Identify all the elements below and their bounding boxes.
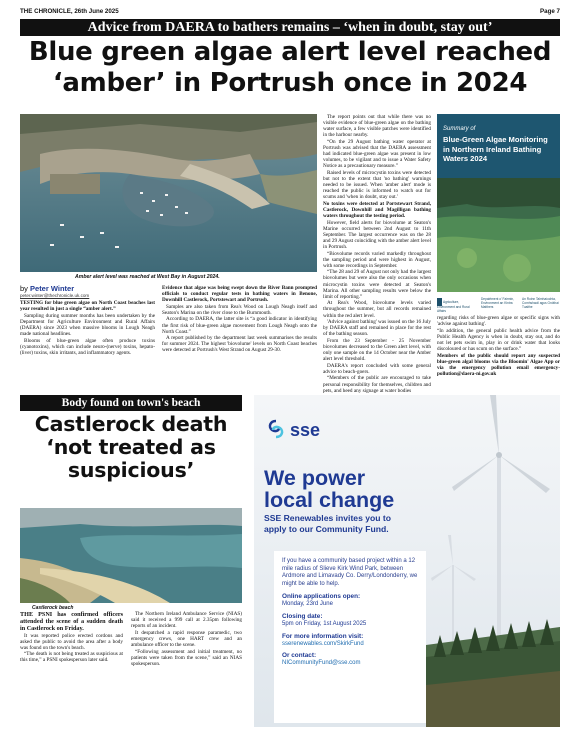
story2-column-2 bbox=[131, 611, 242, 726]
article-paragraph: Raised levels of microcystin toxins were detected but not to the extent that 'no bathing' warnings needed to be issued. When 'amber alert' mode is reached the public is informed to watch out for scums and 'when in doubt, stay out.' bbox=[323, 169, 431, 201]
byline-by: by bbox=[20, 284, 28, 293]
ad-open-label: Online applications open: bbox=[282, 593, 361, 601]
article-paragraph: It was reported police erected cordons and asked the public to avoid the area after a body was found on the town's beach. bbox=[20, 632, 123, 651]
ad-invite: SSE Renewables invites you to apply to our Community Fund. bbox=[264, 513, 392, 534]
byline-email-link[interactable]: peter.winter@thechronicle.uk.com bbox=[20, 293, 90, 298]
article-paragraph: A report published by the department last week summarises the results for summer 2024. The highest 'biovolume' levels on North Coast beaches were detected at Portrush's West Strand on August 29-30. bbox=[162, 335, 317, 354]
ad-closing-label: Closing date: bbox=[282, 612, 323, 620]
article-paragraph: At Rea's Wood, biovolume levels varied throughout the summer, but all records remained within the red alert level. bbox=[323, 300, 431, 319]
article-paragraph: From the 23 September - 25 November biovolumes decreased to the Green alert level, with only one sample on the 14 October near the Amber alert level threshold. bbox=[323, 337, 431, 363]
article-paragraph: Samples are also taken from Rea's Wood on Lough Neagh itself and Seaton's Marina on the river close to the Burnmouth. bbox=[162, 303, 317, 316]
report-cover-title: Blue-Green Algae Monitoring in Northern Ireland Bathing Waters 2024 bbox=[443, 135, 548, 163]
sse-logo bbox=[266, 419, 320, 441]
article-column-1 bbox=[20, 300, 155, 390]
ad-info-box bbox=[274, 551, 426, 723]
article-paragraph: “The death is not being treated as suspicious at this time,” a PSNI spokesperson later said. bbox=[20, 651, 123, 664]
article-paragraph: However, field alerts for biovolume at Seaton's Marine occurred between 2nd August to 11th September. The largest occurrence was on the 28 and 29 August coinciding with the amber alert level in Portrush. bbox=[323, 219, 431, 250]
article-paragraph: The Northern Ireland Ambulance Service (NIAS) said it received a 999 call at 2.35pm following reports of an incident. bbox=[131, 611, 242, 630]
report-email-paragraph: Members of the public should report any suspected blue-green algal blooms via the Bloomin' Algae App or via the emergency pollution email emergency-pollution@daera-ni.gov.uk bbox=[437, 352, 560, 377]
page-header bbox=[20, 6, 560, 18]
story2-column-1 bbox=[20, 611, 123, 726]
report-cover-label: Summary of bbox=[443, 126, 476, 132]
top-banner: Advice from DAERA to bathers remains – ‘when in doubt, stay out’ bbox=[20, 19, 560, 36]
department-logos bbox=[437, 294, 560, 314]
ad-open-value: Monday, 23rd June bbox=[282, 601, 333, 608]
sse-advertisement[interactable] bbox=[254, 395, 560, 727]
daera-logo bbox=[437, 298, 477, 314]
article-paragraph: The report points out that while there was no visible evidence of blue-green algae on the bathing water surface, a few visible patches were identified in the harbour nearby. bbox=[323, 114, 431, 139]
ad-info-label: For more information visit: bbox=[282, 632, 364, 640]
article-paragraph: According to DAERA, the latter site is “a good indicator in identifying the first risk of blue-green algae movement from Lough Neagh onto the North Coast.” bbox=[162, 316, 317, 335]
daera-logo-irish: An Roinn Talmhaíochta, Comhshaoil agus Gnóthaí Tuaithe bbox=[522, 297, 559, 309]
story2-headline-line-2: ‘not treated as bbox=[46, 435, 216, 459]
article-paragraph: “Biovolume records varied markedly throughout the sampling period and were highest in August, with some recordings in September. bbox=[323, 250, 431, 269]
castlerock-beach-photo bbox=[20, 508, 242, 603]
article-paragraph: It despatched a rapid response paramedic, two emergency crews, one HART crew and an ambulance officer to the scene. bbox=[131, 629, 242, 648]
main-headline bbox=[20, 37, 560, 113]
masthead-date: THE CHRONICLE, 26th June 2025 bbox=[20, 8, 119, 15]
article-paragraph: Evidence that algae was being swept down the River Bann prompted officials to conduct regular tests in bathing waters in Benone, Downhill Castlerock, Portstewart and Portrush. bbox=[162, 285, 317, 304]
main-headline-line-2: ‘amber’ in Portrush once in 2024 bbox=[52, 68, 528, 98]
story2-headline-line-3: suspicious’ bbox=[67, 458, 195, 482]
article-paragraph: “In addition, the general public health advice from the Public Health Agency is when in doubt, stay out, and do not let pets swim in, play in or drink water that looks discoloured or has scum on the surface.” bbox=[437, 327, 560, 352]
article-column-4 bbox=[437, 315, 560, 390]
story2-banner: Body found on town's beach bbox=[20, 395, 242, 411]
portrush-photo-illustration bbox=[20, 114, 317, 272]
article-paragraph: “Following assessment and initial treatment, no patients were taken from the scene,” said an NIAS spokesperson. bbox=[131, 648, 242, 667]
daera-logo-text-en: Agriculture, Environment and Rural Affairs bbox=[437, 299, 470, 313]
article-paragraph: “The 28 and 29 of August not only had the largest biovolumes but were also the only occasions when microcystin toxins were detected at Seaton's Marina. All other sampling results were below the limit of reporting.” bbox=[323, 269, 431, 300]
article-paragraph: Blooms of blue-green algae often produce toxins (cyanotoxins), which can include neuro-(nerve) toxins, hepato-(liver) toxins, skin irritants, and inflammatory agents. bbox=[20, 337, 155, 356]
article-paragraph: No toxins were detected at Portstewart Strand, Castlerock, Downhill and Magilligan bathing waters throughout the testing period. bbox=[323, 200, 431, 219]
castlerock-photo-illustration bbox=[20, 508, 242, 603]
photo-caption: Amber alert level was reached at West Bay in August 2024. bbox=[75, 274, 220, 280]
ad-intro: If you have a community based project within a 12 mile radius of Slieve Kirk Wind Park, between Ardmore and Limavady Co. Derry/Londonderry, we might be able to help. bbox=[282, 558, 418, 587]
article-paragraph: “On the 29 August bathing water operator at Portrush was advised that the DAERA assessment had indicated blue-green algae was present in low volumes, to be vigilant and to issue a Water Safety Notice as a precautionary measure.” bbox=[323, 138, 431, 170]
main-headline-line-1: Blue green algae alert level reached bbox=[28, 37, 552, 67]
ad-headline-line-1: We power bbox=[264, 466, 366, 490]
report-cover-image bbox=[437, 114, 560, 292]
article-paragraph: Sampling during summer months has been undertaken by the Department for Agriculture Environment and Rural Affairs (DAERA) since 2023 when massive blooms in Lough Neagh made national headlines. bbox=[20, 312, 155, 337]
story2-caption: Castlerock beach bbox=[32, 605, 74, 611]
sse-brand-text: sse bbox=[290, 420, 321, 440]
article-column-3 bbox=[323, 114, 431, 394]
article-paragraph: 'Advice against bathing' was issued on the 16 July by DAERA staff and remained in place for the rest of the bathing season. bbox=[323, 319, 431, 338]
byline-author: Peter Winter bbox=[30, 284, 75, 293]
lake-algae-photo bbox=[437, 178, 560, 292]
article-paragraph: “Members of the public are encouraged to take personal responsibility for themselves, children and pets, and heed any signage at water bodies bbox=[323, 375, 431, 394]
story2-lead-paragraph: THE PSNI has confirmed officers attended the scene of a sudden death in Castlerock on Friday. bbox=[20, 611, 123, 632]
article-paragraph: regarding risks of blue-green algae or specific signs with 'advise against bathing'. bbox=[437, 315, 560, 328]
ad-info-link[interactable]: sserenewables.com/SkirkFund bbox=[282, 640, 364, 647]
byline bbox=[20, 285, 155, 299]
story2-headline bbox=[20, 412, 242, 508]
ad-contact-email[interactable]: NICommunityFund@sse.com bbox=[282, 660, 361, 667]
page-number: Page 7 bbox=[540, 8, 560, 15]
article-paragraph: TESTING for blue green algae on North Coast beaches last year resulted in just a single “amber alert.” bbox=[20, 300, 155, 313]
article-column-2 bbox=[162, 285, 317, 390]
article-paragraph: DAERA's report concluded with some general advice to beach-goers. bbox=[323, 362, 431, 375]
portrush-aerial-photo bbox=[20, 114, 317, 272]
ad-headline-line-2: local change bbox=[264, 488, 395, 512]
ad-headline bbox=[264, 467, 434, 511]
ad-contact-label: Or contact: bbox=[282, 652, 317, 660]
sse-swirl-icon bbox=[266, 419, 286, 439]
ad-closing-value: 5pm on Friday, 1st August 2025 bbox=[282, 620, 367, 627]
daera-logo-ulster-scots: Depairtment o' Fairmin, Environment an Kintra Matthers bbox=[481, 297, 515, 309]
story2-headline-line-1: Castlerock death bbox=[34, 412, 228, 436]
